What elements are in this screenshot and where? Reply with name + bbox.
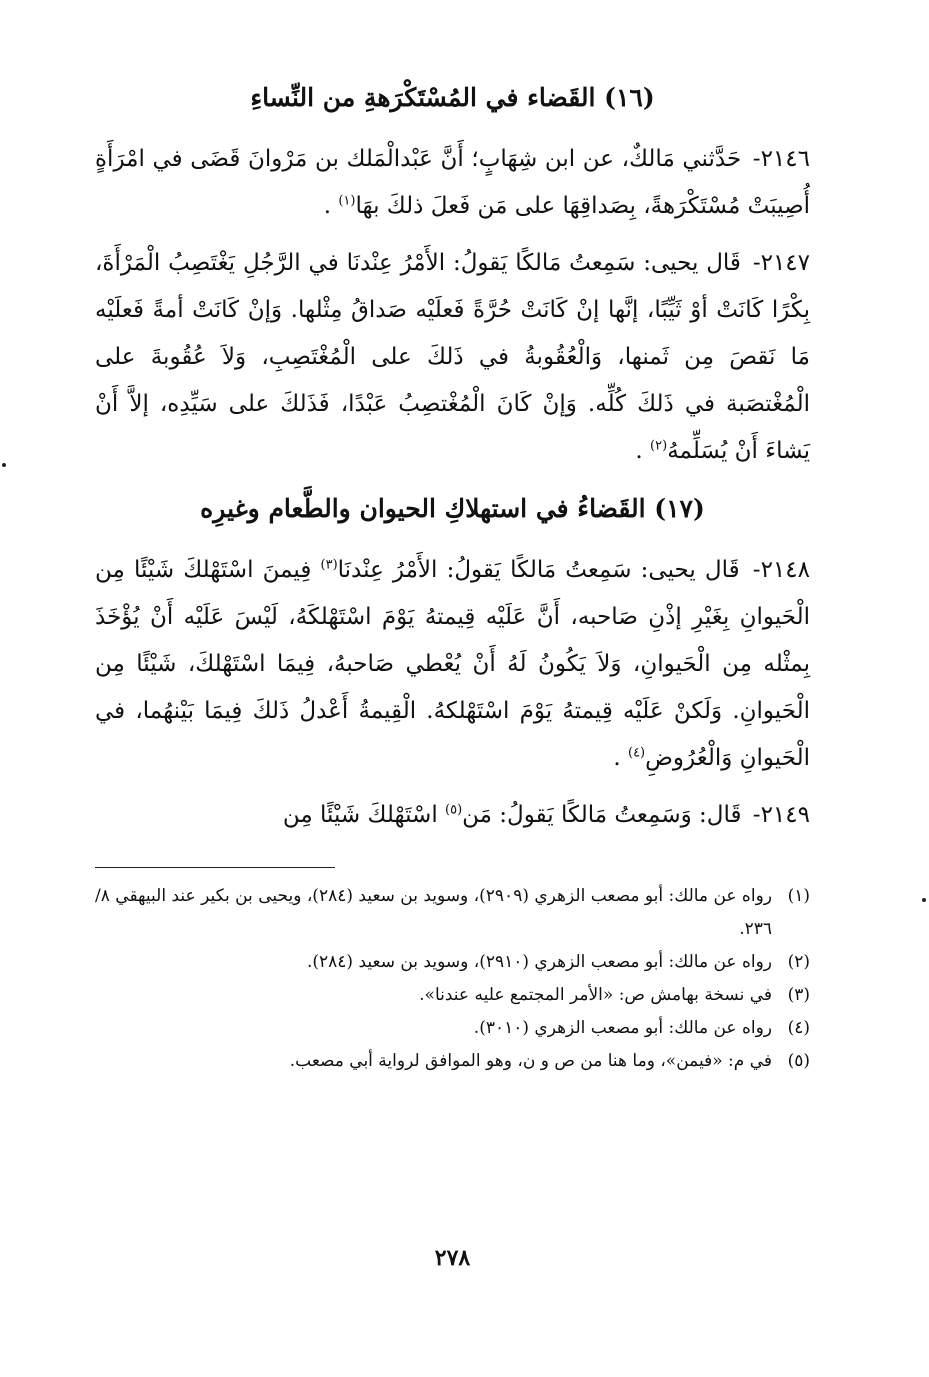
paragraph-2149 bbox=[95, 792, 810, 839]
footnote-mark: (٤) bbox=[787, 1018, 810, 1038]
paragraph-2148 bbox=[95, 547, 810, 782]
footnote-ref[interactable]: (٤) bbox=[627, 745, 646, 761]
footnote-1 bbox=[95, 880, 810, 946]
paragraph-number: ٢١٤٨- bbox=[752, 557, 810, 583]
footnote-separator bbox=[95, 867, 335, 868]
footnote-text: رواه عن مالك: أبو مصعب الزهري (٣٠١٠). bbox=[473, 1018, 772, 1038]
paragraph-end: . bbox=[323, 193, 339, 219]
paragraph-end: . bbox=[635, 438, 651, 464]
document-page bbox=[95, 70, 810, 1370]
paragraph-number: ٢١٤٩- bbox=[752, 802, 810, 828]
footnote-separator-wrap bbox=[95, 849, 810, 880]
footnote-5 bbox=[95, 1045, 810, 1078]
page-number: ٢٧٨ bbox=[434, 1245, 471, 1271]
paragraph-end: . bbox=[613, 745, 628, 771]
footnote-mark: (٥) bbox=[787, 1051, 810, 1071]
paragraph-text: اسْتَهْلكَ شَيْئًا مِن bbox=[282, 802, 446, 828]
footnote-ref[interactable]: (٣) bbox=[320, 557, 338, 573]
paragraph-number: ٢١٤٦- bbox=[752, 146, 810, 172]
section-heading-16: (١٦) القَضاء في المُسْتَكْرَهةِ من النِّساءِ bbox=[250, 83, 655, 112]
footnote-ref[interactable]: (١) bbox=[338, 193, 356, 209]
section-heading-17: (١٧) القَضاءُ في استهلاكِ الحيوان والطَّعام وغيرِه bbox=[200, 494, 705, 523]
paragraph-text: حَدَّثني مَالكٌ، عن ابن شِهَابٍ؛ أَنَّ عَبْدالْمَلك بن مَرْوانَ قَضَى في امْرَأَةٍ أُصِيبَتْ مُسْتَكْرَهةً، بِصَداقِهَا على مَن فَعلَ ذلكَ بهَا bbox=[95, 146, 810, 219]
paragraph-text: قَال: وَسَمِعتُ مَالكًا يَقولُ: مَن bbox=[462, 802, 742, 828]
footnote-mark: (٣) bbox=[787, 985, 810, 1005]
footnote-3 bbox=[95, 979, 810, 1012]
footnote-text: رواه عن مالك: أبو مصعب الزهري (٢٩٠٩)، وسويد بن سعيد (٢٨٤)، ويحيى بن بكير عند البيهقي ٨/ ٢٣٦. bbox=[95, 886, 772, 939]
footnote-4 bbox=[95, 1012, 810, 1045]
paragraph-text: فِيمنَ اسْتَهْلكَ شَيْئًا مِن الْحَيوانِ بِغَيْرِ إذْنِ صَاحبه، أَنَّ عَلَيْه قِيمتهُ يَوْمَ اسْتَهْلكَهُ، لَيْسَ عَلَيْه أَنْ يُؤْخَذَ بِمثْله مِن الْحَيوانِ، وَلاَ يَكُونُ لَهُ أَنْ يُعْطي صَاحبهُ، فِيمَا اسْتَهْلكَ، شَيْئًا مِن الْحَيوانِ. وَلَكنْ عَلَيْه قِيمتهُ يَوْمَ اسْتَهْلكهُ. الْقِيمةُ أَعْدلُ ذَلكَ فِيمَا بَيْنهُما، في الْحَيوانِ وَالْعُرُوضِ bbox=[95, 557, 810, 771]
footnote-text: في م: «فيمن»، وما هنا من ص و ن، وهو الموافق لرواية أبي مصعب. bbox=[289, 1051, 772, 1071]
paragraph-text: قَال يحيى: سَمِعتُ مَالكًا يَقولُ: الأَمْرُ عِنْدنَا في الرَّجُلِ يَغْتَصِبُ الْمَرْأَةَ، بِكْرًا كَانَتْ أوْ ثَيِّبًا، إنَّها إنْ كَانَتْ حُرَّةً فَعلَيْه صَداقُ مِثْلها. وَإنْ كَانَتْ أمةً فَعلَيْه مَا نَقصَ مِن ثَمنها، وَالْعُقُوبةُ في ذَلكَ على الْمُغْتَصِبِ، وَلاَ عُقُوبةَ على الْمُغْتصَبة في ذَلكَ كُلِّه. وَإنْ كَانَ الْمُغْتصِبُ عَبْدًا، فَذَلكَ على سَيِّدِه، إلاَّ أَنْ يَشاءَ أَنْ يُسَلِّمهُ bbox=[95, 250, 810, 464]
margin-mark bbox=[922, 898, 926, 902]
paragraph-number: ٢١٤٧- bbox=[752, 250, 811, 276]
footnote-2 bbox=[95, 946, 810, 979]
footnote-ref[interactable]: (٢) bbox=[650, 438, 668, 454]
footnote-ref[interactable]: (٥) bbox=[445, 802, 463, 818]
footnote-text: رواه عن مالك: أبو مصعب الزهري (٢٩١٠)، وسويد بن سعيد (٢٨٤). bbox=[306, 952, 772, 972]
paragraph-2147 bbox=[95, 240, 810, 475]
footnotes bbox=[95, 880, 810, 1078]
paragraph-2146 bbox=[95, 136, 810, 230]
footnote-mark: (٢) bbox=[787, 952, 810, 972]
paragraph-text: قَال يحيى: سَمِعتُ مَالكًا يَقولُ: الأَمْرُ عِنْدنَا bbox=[337, 557, 740, 583]
margin-mark bbox=[2, 463, 6, 467]
footnote-mark: (١) bbox=[787, 886, 810, 906]
footnote-text: في نسخة بهامش ص: «الأمر المجتمع عليه عندنا». bbox=[419, 985, 772, 1005]
